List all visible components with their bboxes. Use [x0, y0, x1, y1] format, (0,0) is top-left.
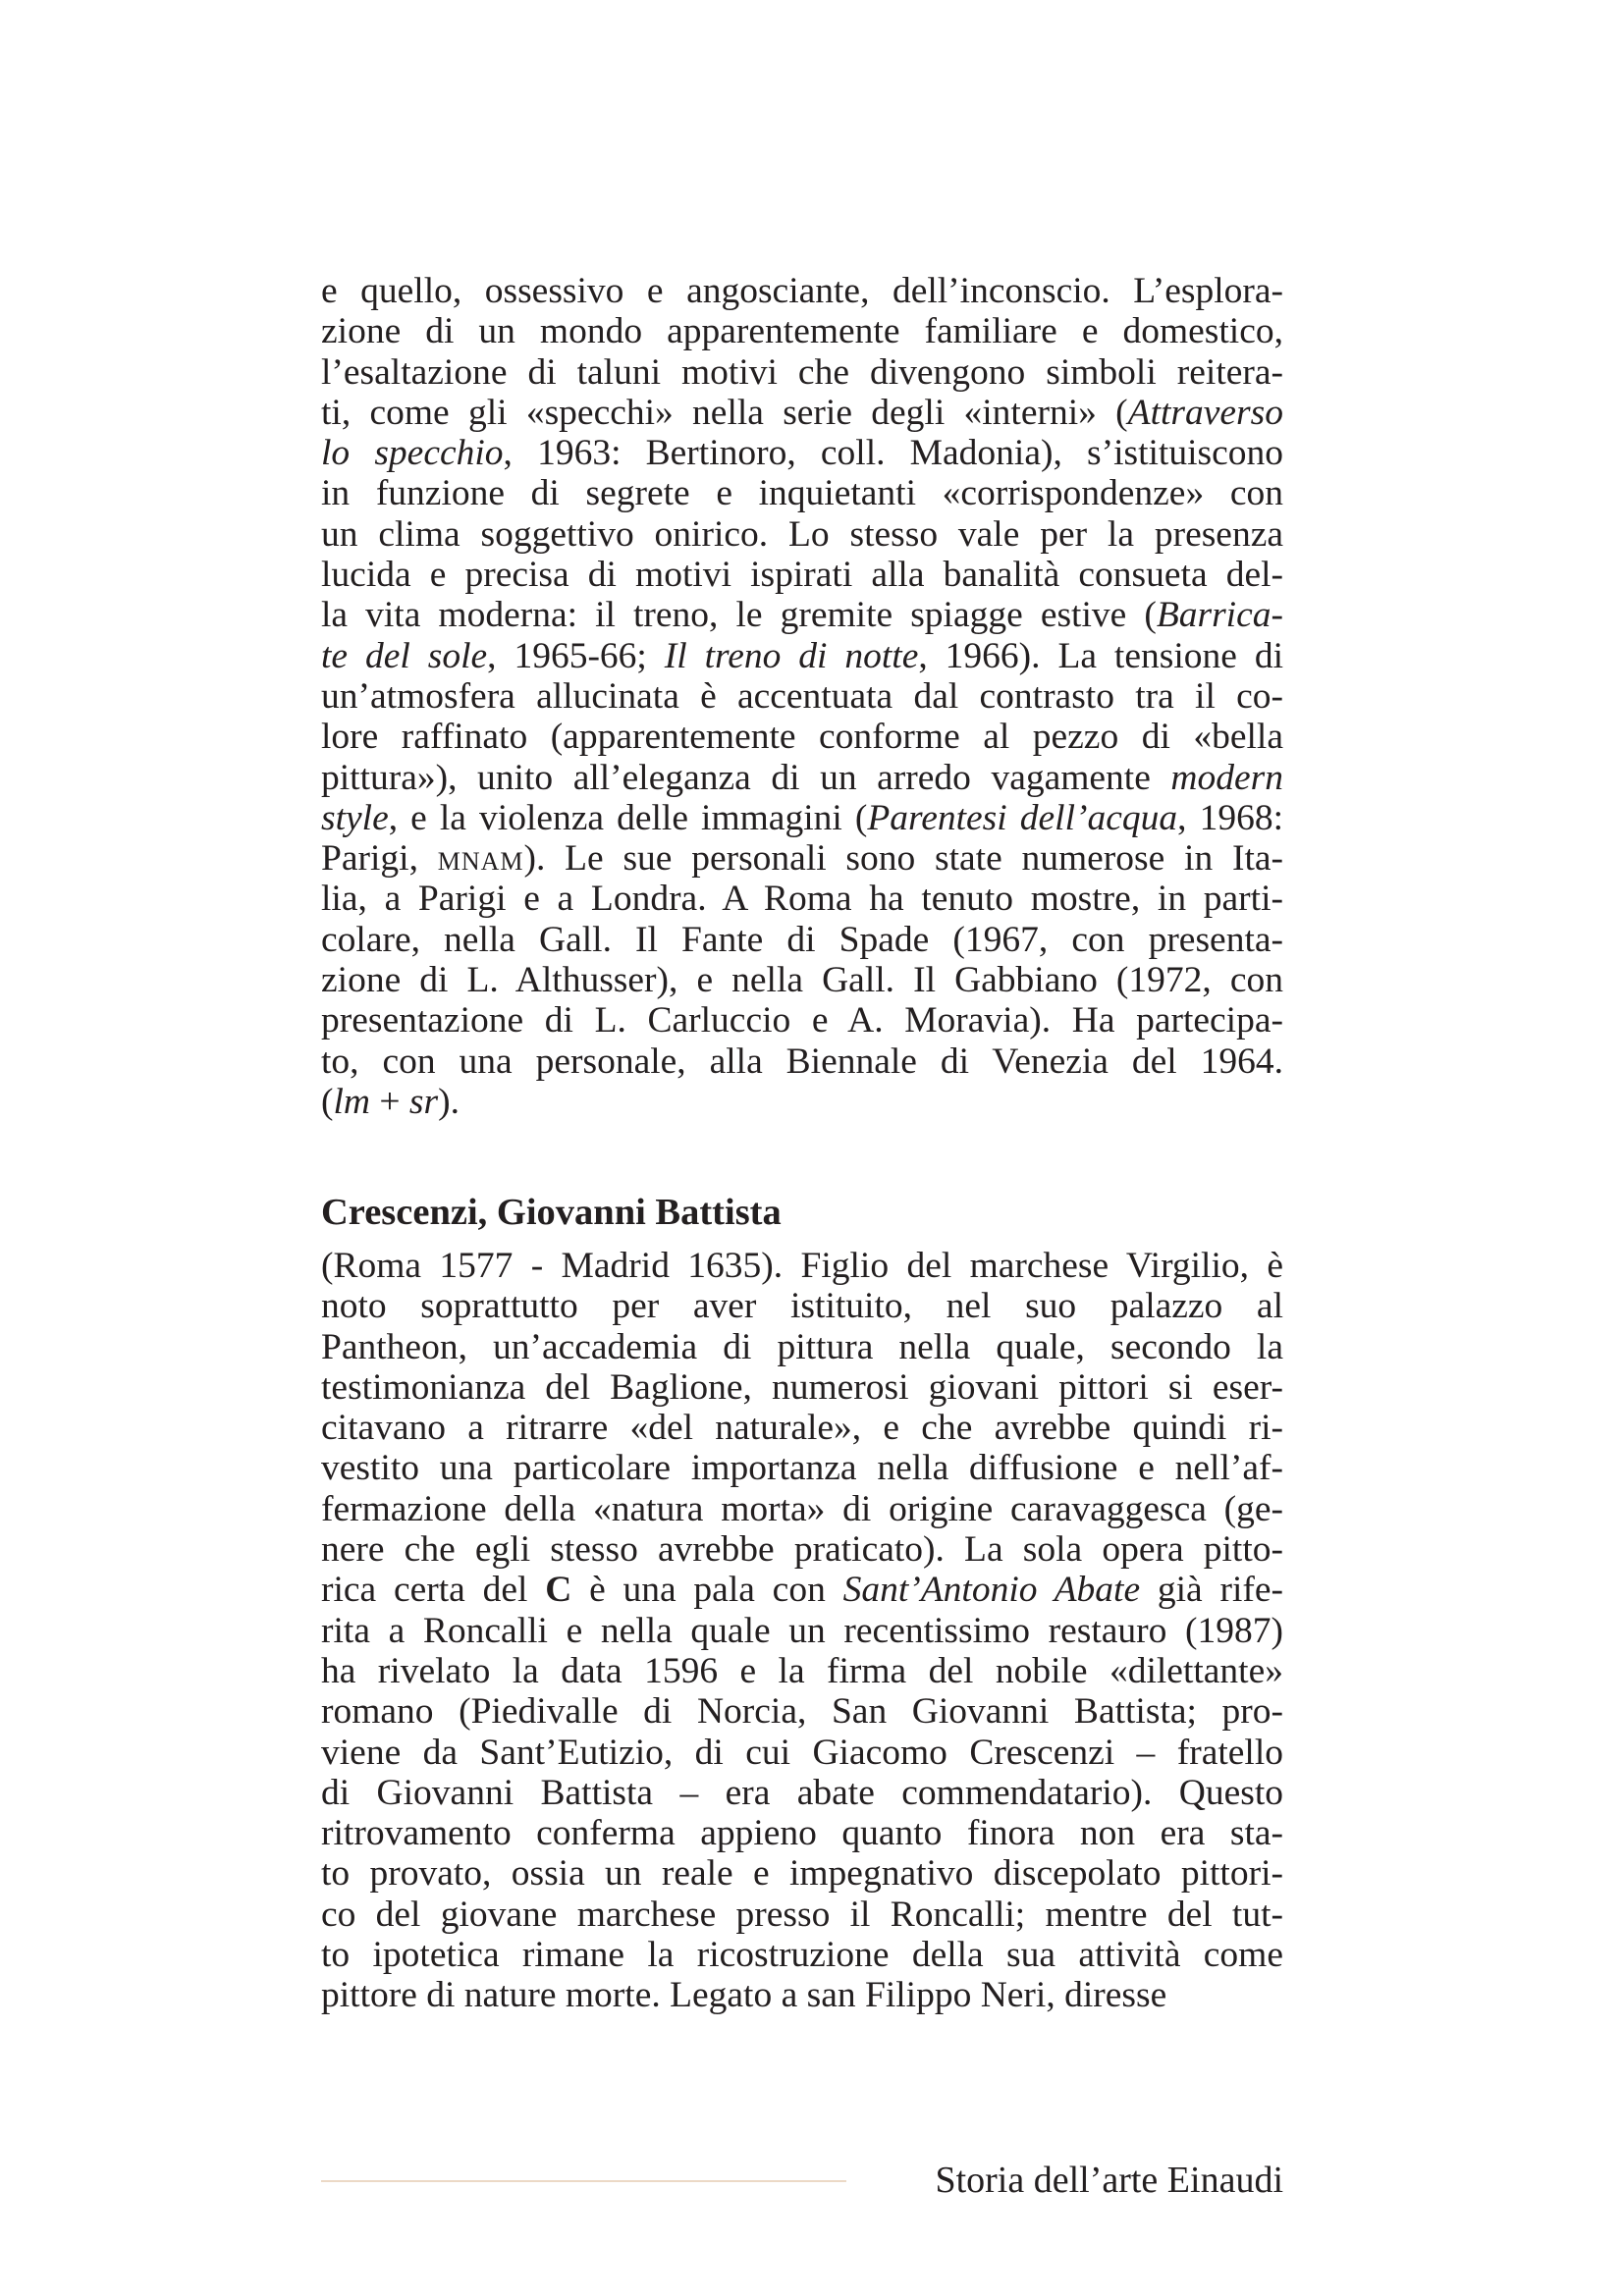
text-line	[321, 1082, 1283, 1122]
text-line	[321, 1448, 1283, 1488]
text-line	[321, 758, 1283, 798]
text-run: , e la violenza delle immagini (	[388, 797, 868, 838]
text-run: to provato, ossia un reale e impegnativo discepolato pittori-	[321, 1853, 1283, 1895]
italic-run: te del sole	[321, 635, 488, 676]
text-line	[321, 1327, 1283, 1367]
text-line	[321, 1935, 1283, 1975]
text-run: fermazione della «natura morta» di origine caravaggesca (ge-	[321, 1488, 1283, 1529]
text-run: vestito una particolare importanza nella diffusione e nell’af-	[321, 1448, 1283, 1489]
text-run: ha rivelato la data 1596 e la firma del nobile «dilettante»	[321, 1650, 1283, 1691]
text-run: lucida e precisa di motivi ispirati alla banalità consueta del-	[321, 555, 1283, 596]
italic-run: Parentesi dell’acqua	[867, 797, 1178, 838]
text-line	[321, 1773, 1283, 1813]
italic-run: Sant’Antonio Abate	[842, 1570, 1141, 1611]
text-run: ti, come gli «specchi» nella serie degli «interni» (	[321, 392, 1128, 433]
italic-run: Il treno di notte	[664, 635, 919, 676]
text-line	[321, 879, 1283, 919]
text-run: romano (Piedivalle di Norcia, San Giovanni Battista; pro-	[321, 1691, 1283, 1733]
text-line	[321, 433, 1283, 473]
text-line	[321, 798, 1283, 838]
text-run: citavano a ritrarre «del naturale», e che avrebbe quindi ri-	[321, 1408, 1283, 1449]
italic-run: Attraverso	[1127, 392, 1283, 433]
text-line	[321, 595, 1283, 635]
text-line	[321, 311, 1283, 351]
text-run: , 1966). La tensione di	[918, 635, 1283, 676]
text-line	[321, 717, 1283, 757]
text-run: di Giovanni Battista – era abate commendatario). Questo	[321, 1772, 1283, 1813]
text-run: Parigi,	[321, 838, 438, 880]
paragraph-crescenzi-giovanni-battista	[321, 1246, 1283, 2016]
text-run: , 1963: Bertinoro, coll. Madonia), s’istituiscono	[503, 433, 1283, 474]
text-line	[321, 1000, 1283, 1041]
text-run: (	[321, 1081, 334, 1122]
text-line	[321, 1529, 1283, 1570]
text-line	[321, 1853, 1283, 1894]
text-line	[321, 1733, 1283, 1773]
text-run: zione di L. Althusser), e nella Gall. Il Gabbiano (1972, con	[321, 960, 1283, 1001]
text-run: un clima soggettivo onirico. Lo stesso vale per la presenza	[321, 513, 1283, 555]
italic-run: style	[321, 797, 389, 838]
text-line	[321, 1895, 1283, 1935]
text-run: zione di un mondo apparentemente familiare e domestico,	[321, 311, 1283, 352]
text-run: ).	[438, 1081, 460, 1122]
paragraph-crescenzi-prev-entry-end	[321, 271, 1283, 1122]
italic-run: modern	[1170, 757, 1283, 798]
text-run: ). Le sue personali sono state numerose in Ita-	[523, 838, 1284, 880]
text-line	[321, 514, 1283, 555]
text-line	[321, 636, 1283, 676]
text-line	[321, 838, 1283, 879]
text-run: to, con una personale, alla Biennale di Venezia del 1964.	[321, 1041, 1283, 1082]
text-run: presentazione di L. Carluccio e A. Moravia). Ha partecipa-	[321, 1000, 1283, 1041]
text-line	[321, 555, 1283, 595]
footer-rule	[321, 2180, 846, 2182]
italic-run: lm	[333, 1081, 370, 1122]
text-run: nere che egli stesso avrebbe praticato). La sola opera pitto-	[321, 1529, 1283, 1571]
italic-run: Barrica-	[1156, 595, 1283, 636]
text-run: rica certa del	[321, 1570, 546, 1611]
text-line	[321, 1041, 1283, 1082]
italic-run: sr	[408, 1081, 439, 1122]
text-run: l’esaltazione di taluni motivi che divengono simboli reitera-	[321, 351, 1283, 393]
text-run: colare, nella Gall. Il Fante di Spade (1967, con presenta-	[321, 919, 1283, 960]
text-run: pittura»), unito all’eleganza di un arredo vagamente	[321, 757, 1171, 798]
text-run: noto soprattutto per aver istituito, nel suo palazzo al	[321, 1286, 1283, 1327]
bold-run: C	[545, 1570, 572, 1611]
small-caps-run: mnam	[437, 838, 524, 880]
text-run: lore raffinato (apparentemente conforme al pezzo di «bella	[321, 717, 1283, 758]
text-run: già rife-	[1140, 1570, 1283, 1611]
text-run: co del giovane marchese presso il Roncalli; mentre del tut-	[321, 1894, 1283, 1935]
text-line	[321, 1975, 1283, 2015]
text-line	[321, 1489, 1283, 1529]
text-line	[321, 473, 1283, 513]
text-run: , 1968:	[1177, 797, 1283, 838]
entry-heading: Crescenzi, Giovanni Battista	[321, 1192, 782, 1233]
text-run: è una pala con	[571, 1570, 843, 1611]
text-line	[321, 1691, 1283, 1732]
text-line	[321, 1813, 1283, 1853]
text-run: viene da Sant’Eutizio, di cui Giacomo Crescenzi – fratello	[321, 1732, 1283, 1773]
italic-run: lo specchio	[321, 433, 504, 474]
text-line	[321, 1286, 1283, 1326]
text-run: e quello, ossessivo e angosciante, dell’inconscio. L’esplora-	[321, 271, 1283, 311]
text-run: +	[370, 1081, 409, 1122]
text-run: ritrovamento conferma appieno quanto finora non era sta-	[321, 1813, 1283, 1854]
text-run: testimonianza del Baglione, numerosi giovani pittori si eser-	[321, 1366, 1283, 1408]
text-line	[321, 271, 1283, 311]
text-run: pittore di nature morte. Legato a san Filippo Neri, diresse	[321, 1975, 1167, 2016]
text-line	[321, 1570, 1283, 1610]
text-line	[321, 1651, 1283, 1691]
text-run: rita a Roncalli e nella quale un recentissimo restauro (1987)	[321, 1610, 1283, 1651]
text-run: un’atmosfera allucinata è accentuata dal contrasto tra il co-	[321, 675, 1283, 717]
text-line	[321, 352, 1283, 393]
text-run: la vita moderna: il treno, le gremite spiagge estive (	[321, 595, 1157, 636]
text-line	[321, 1408, 1283, 1448]
text-line	[321, 1611, 1283, 1651]
text-line	[321, 1246, 1283, 1286]
text-line	[321, 393, 1283, 433]
text-line	[321, 676, 1283, 717]
text-run: to ipotetica rimane la ricostruzione della sua attività come	[321, 1935, 1283, 1976]
footer-title: Storia dell’arte Einaudi	[935, 2160, 1283, 2201]
text-line	[321, 1367, 1283, 1408]
text-line	[321, 960, 1283, 1000]
text-run: (Roma 1577 - Madrid 1635). Figlio del marchese Virgilio, è	[321, 1246, 1283, 1286]
text-run: , 1965-66;	[487, 635, 665, 676]
text-line	[321, 920, 1283, 960]
text-run: lia, a Parigi e a Londra. A Roma ha tenuto mostre, in parti-	[321, 879, 1283, 920]
text-run: Pantheon, un’accademia di pittura nella quale, secondo la	[321, 1326, 1283, 1367]
text-run: in funzione di segrete e inquietanti «corrispondenze» con	[321, 473, 1283, 514]
